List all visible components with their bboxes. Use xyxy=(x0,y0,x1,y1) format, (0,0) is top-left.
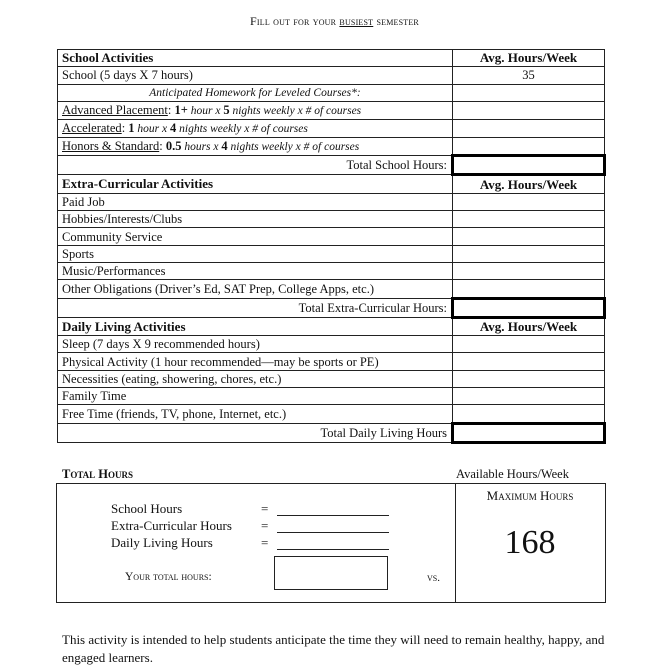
hours-cell[interactable] xyxy=(453,405,605,423)
school-hours-blank[interactable] xyxy=(277,515,389,516)
homework-note: Anticipated Homework for Leveled Courses*: xyxy=(58,84,453,101)
title-post: semester xyxy=(373,14,419,28)
extra-col-header: Avg. Hours/Week xyxy=(453,175,605,193)
acc-text2: nights weekly x # of courses xyxy=(176,122,308,135)
hours-cell[interactable] xyxy=(453,262,605,279)
hours-cell[interactable] xyxy=(453,193,605,210)
acc-num2: 4 xyxy=(170,120,177,135)
equals-sign: = xyxy=(261,501,269,516)
hours-cell[interactable] xyxy=(453,370,605,387)
available-hours-label: Available Hours/Week xyxy=(456,467,569,481)
table-row xyxy=(58,84,605,101)
table-row xyxy=(58,405,605,423)
row-label: Sleep (7 days X 9 recommended hours) xyxy=(58,336,453,353)
summary-extra-label: Extra-Curricular Hours xyxy=(111,518,232,533)
vs-label: vs. xyxy=(427,572,440,584)
title-emphasis: busiest xyxy=(339,14,374,28)
maximum-hours-value: 168 xyxy=(504,524,556,561)
school-hours-value[interactable]: 35 xyxy=(453,67,605,84)
footer-note: This activity is intended to help students anticipate the time they will need to remain healthy, happy, and engaged learners. xyxy=(62,632,605,665)
row-label: Other Obligations (Driver’s Ed, SAT Prep, College Apps, etc.) xyxy=(58,280,453,298)
table-row xyxy=(58,101,605,119)
ap-text1: hour x xyxy=(187,104,224,117)
title-pre: Fill out for your xyxy=(250,14,340,28)
table-row xyxy=(58,262,605,279)
daily-header-row xyxy=(58,317,605,335)
total-hours-title: Total Hours xyxy=(62,467,134,481)
total-school-input[interactable] xyxy=(453,156,605,175)
total-row xyxy=(58,423,605,442)
ap-sep: : xyxy=(167,102,175,117)
acc-sep: : xyxy=(121,120,129,135)
hon-text2: nights weekly x # of courses xyxy=(227,141,360,154)
total-daily-label: Total Daily Living Hours xyxy=(58,423,453,442)
table-row xyxy=(58,280,605,298)
hon-num2: 4 xyxy=(221,139,228,154)
ap-num: 1+ xyxy=(174,102,188,117)
hours-cell[interactable] xyxy=(453,119,605,137)
row-label-acc xyxy=(58,119,453,137)
table-row xyxy=(58,137,605,155)
row-label: Music/Performances xyxy=(58,262,453,279)
hon-num: 0.5 xyxy=(165,139,182,154)
table-row xyxy=(58,228,605,245)
summary-daily-label: Daily Living Hours xyxy=(111,535,213,550)
hours-cell[interactable] xyxy=(453,84,605,101)
total-hours-box xyxy=(56,483,606,603)
summary-row-daily xyxy=(111,535,269,551)
hon-name: Honors & Standard xyxy=(62,139,160,154)
hours-worksheet-table xyxy=(57,49,606,444)
row-label: Necessities (eating, showering, chores, etc.) xyxy=(58,370,453,387)
total-extra-label: Total Extra-Curricular Hours: xyxy=(58,298,453,317)
acc-num: 1 xyxy=(128,120,135,135)
table-row xyxy=(58,119,605,137)
school-col-header: Avg. Hours/Week xyxy=(453,50,605,67)
row-label-hon xyxy=(58,137,453,155)
school-header-row xyxy=(58,50,605,67)
your-total-label: Your total hours: xyxy=(125,571,212,583)
table-row xyxy=(58,245,605,262)
acc-name: Accelerated xyxy=(62,120,122,135)
your-total-input[interactable] xyxy=(274,556,388,590)
table-row xyxy=(58,211,605,228)
summary-row-school xyxy=(111,501,269,517)
total-extra-input[interactable] xyxy=(453,298,605,317)
hours-cell[interactable] xyxy=(453,353,605,370)
equals-sign: = xyxy=(261,518,269,533)
ap-num2: 5 xyxy=(223,102,230,117)
hours-cell[interactable] xyxy=(453,245,605,262)
ap-text2: nights weekly x # of courses xyxy=(229,104,362,117)
hon-sep: : xyxy=(159,139,166,154)
table-row xyxy=(58,370,605,387)
daily-col-header: Avg. Hours/Week xyxy=(453,317,605,335)
row-label: Community Service xyxy=(58,228,453,245)
table-row xyxy=(58,336,605,353)
total-school-label: Total School Hours: xyxy=(58,156,453,175)
maximum-hours-label: Maximum Hours xyxy=(486,488,574,503)
extra-header-row xyxy=(58,175,605,193)
total-daily-input[interactable] xyxy=(453,423,605,442)
hon-text1: hours x xyxy=(181,141,222,154)
table-row xyxy=(58,67,605,84)
equals-sign: = xyxy=(261,535,269,550)
extra-hours-blank[interactable] xyxy=(277,532,389,533)
row-label: Physical Activity (1 hour recommended—may be sports or PE) xyxy=(58,353,453,370)
summary-row-extra xyxy=(111,518,269,534)
row-label: Family Time xyxy=(58,388,453,405)
hours-cell[interactable] xyxy=(453,336,605,353)
hours-cell[interactable] xyxy=(453,101,605,119)
school-section-header: School Activities xyxy=(58,50,453,67)
acc-text1: hour x xyxy=(134,122,171,135)
table-row xyxy=(58,388,605,405)
total-row xyxy=(58,156,605,175)
table-row xyxy=(58,193,605,210)
total-row xyxy=(58,298,605,317)
table-row xyxy=(58,353,605,370)
row-label: Paid Job xyxy=(58,193,453,210)
hours-cell[interactable] xyxy=(453,137,605,155)
row-label: Free Time (friends, TV, phone, Internet, etc.) xyxy=(58,405,453,423)
ap-name: Advanced Placement xyxy=(62,102,168,117)
hours-cell[interactable] xyxy=(453,280,605,298)
hours-cell[interactable] xyxy=(453,388,605,405)
extra-section-header: Extra-Curricular Activities xyxy=(58,175,453,193)
daily-section-header: Daily Living Activities xyxy=(58,317,453,335)
row-label: Hobbies/Interests/Clubs xyxy=(58,211,453,228)
row-label: Sports xyxy=(58,245,453,262)
daily-hours-blank[interactable] xyxy=(277,549,389,550)
row-label: School (5 days X 7 hours) xyxy=(58,67,453,84)
hours-cell[interactable] xyxy=(453,211,605,228)
row-label-ap xyxy=(58,101,453,119)
hours-cell[interactable] xyxy=(453,228,605,245)
summary-school-label: School Hours xyxy=(111,501,183,516)
page-title xyxy=(0,14,669,29)
